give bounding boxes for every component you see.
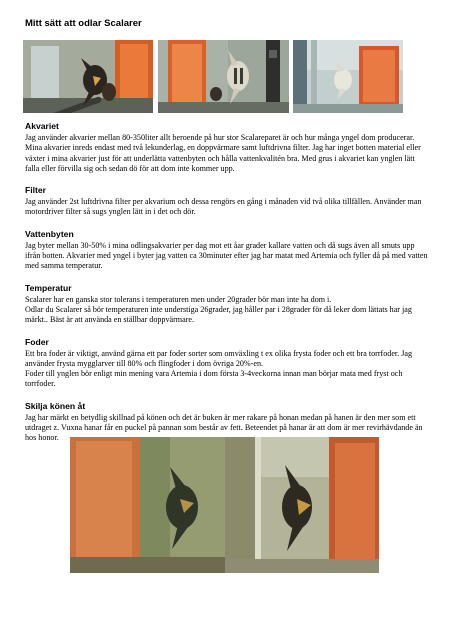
section-vattenbyten: [25, 229, 428, 272]
section-filter: [25, 185, 428, 218]
aquarium-photo-1: [23, 40, 153, 113]
section-paragraph: Jag byter mellan 30-50% i mina odlingsakvarier per dag mot ett åar grader kallare vatten och då sugs även all smuts upp ifrån botten. Akvarier med yngel i byter jag vatten ca 30minuter efter jag har matat med Artemia och fyller då på med vatten med samma temperatur.: [25, 240, 428, 271]
aquarium-photo-2: [158, 40, 289, 113]
aquarium-photo-5: [225, 437, 379, 573]
section-temperatur: [25, 283, 428, 326]
section-heading: Skilja könen åt: [25, 400, 86, 411]
aquarium-photo-3: [293, 40, 403, 113]
section-foder: [25, 337, 428, 390]
document-body: [25, 121, 428, 444]
top-photo-strip: [23, 40, 403, 113]
section-paragraph: Foder till ynglen bör enligt min mening vara Artemia i dom första 3-4veckorna innan man börjar mata med fryst och torrfoder.: [25, 369, 403, 389]
section-paragraph: Ett bra foder är viktigt, använd gärna ett par foder sorter som omväxling t ex olika frysta foder och ett bra torrfoder. Jag använder frysta mygglarver till 80% och flingfoder i dom övriga 20%-en.: [25, 348, 413, 368]
section-heading: Vattenbyten: [25, 228, 74, 239]
section-heading: Akvariet: [25, 121, 59, 131]
section-paragraph: Jag har märkt en betydlig skillnad på könen och det är buken är mer rakare på honan medan på hanen är den mer som ett utdraget z. Vuxna hanar får en puckel på pannan som består av fett. Beteendet på hanar är att dom är mer revirhävdande än hos honor.: [25, 412, 423, 443]
section-akvariet: [25, 121, 428, 174]
section-paragraph: Jag använder akvarier mellan 80-350liter allt beroende på hur stor Scalareparet är och hur många yngel dom producerar. Mina akvarier inreds endast med två lekunderlag, en doppvärmare samt luftdrivna filter. Jag har inget botten material eller växter i mina akvarier just för att underlätta vattenbyten och hålla vattenkvalitén bra. Med grus i akvariet kan ynglen lätt falla eller förvilla sig och sedan dö för att dom inte kommer upp.: [25, 133, 421, 173]
section-paragraph: Odlar du Scalarer så bör temperaturen inte understiga 26grader, jag håller par i 28grader för då leker dom lättats har jag märkt.. Bäst är att använda en ställbar doppvärmare.: [25, 304, 412, 325]
section-heading: Foder: [25, 336, 49, 347]
bottom-photo-strip: [70, 437, 379, 573]
section-heading: Filter: [25, 185, 47, 196]
section-paragraph: Jag använder 2st luftdrivna filter per akvarium och dessa rengörs en gång i månaden vid två olika tillfällen. Använder man motordriver filter så sugs ynglen lätt in i det och dör.: [25, 197, 422, 217]
section-paragraph: Scalarer har en ganska stor tolerans i temperaturen men under 20grader bör man inte ha dom i.: [25, 294, 332, 304]
document-title: Mitt sätt att odlar Scalarer: [25, 18, 142, 29]
aquarium-photo-4: [70, 437, 225, 573]
section-heading: Temperatur: [25, 282, 72, 293]
